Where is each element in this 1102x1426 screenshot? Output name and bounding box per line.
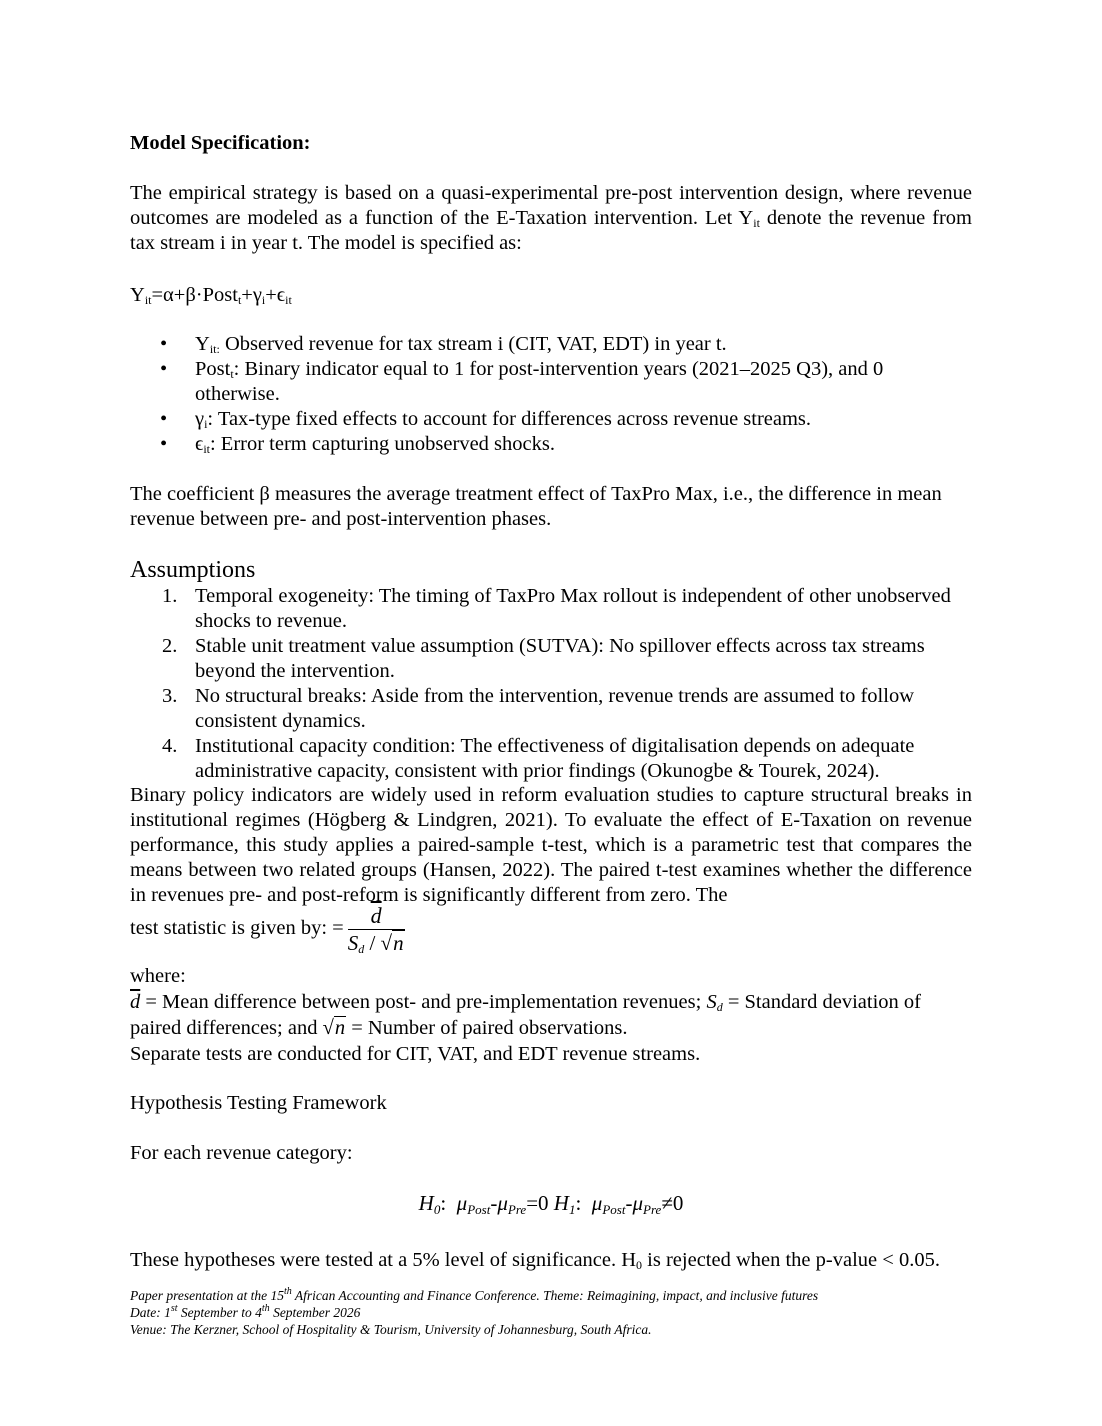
conclusion-b: is rejected when the p-value < 0.05. xyxy=(642,1249,940,1271)
item-text: Stable unit treatment value assumption (SUTVA): No spillover effects across tax streams beyond the intervention. xyxy=(195,635,925,682)
ttest-paragraph: Binary policy indicators are widely used in reform evaluation studies to capture structural breaks in institutional regimes (Högberg & Lindgren, 2021). To evaluate the effect of E-Taxation on revenue performance, this study applies a paired-sample t-test, which is a parametric test that compares the means between two related groups (Hansen, 2022). The paired t-test examines whether the difference in revenues pre- and post-reform is significantly different from zero. The xyxy=(130,784,972,906)
page-footer xyxy=(130,1287,972,1338)
minus-sign: - xyxy=(625,1191,633,1215)
variable-definition-list xyxy=(130,332,972,457)
bullet-sub: t xyxy=(230,367,234,381)
bullet-icon: • xyxy=(160,333,168,355)
list-item xyxy=(130,634,972,684)
def-d-symbol: $\overline{d}$ xyxy=(130,991,141,1013)
bullet-icon: • xyxy=(160,433,168,455)
footer-line-3: Venue: The Kerzner, School of Hospitality & Tourism, University of Johannesburg, South Africa. xyxy=(130,1322,652,1337)
footer-text: Paper presentation at the 15 xyxy=(130,1288,284,1303)
frac-slash: / xyxy=(364,931,381,955)
where-label: where: xyxy=(130,965,186,987)
frac-den-s: S xyxy=(347,931,359,955)
h0-symbol: H xyxy=(418,1191,434,1215)
list-item xyxy=(130,357,972,407)
eq-mid: =α+β·Post xyxy=(151,284,238,306)
item-number: 1. xyxy=(162,585,178,607)
list-item xyxy=(130,407,972,432)
model-spec-heading: Model Specification: xyxy=(130,132,311,154)
intro-text-a: The empirical strategy is based on a quasi-experimental pre-post intervention design, where revenue outcomes are modeled as a function of the E-Taxation intervention. Let Y xyxy=(130,182,972,229)
test-statistic-line xyxy=(130,904,972,955)
stat-prefix: test statistic is given by: = xyxy=(130,917,344,940)
eq-gamma-sub: i xyxy=(261,293,266,307)
mu-post-symbol: μ xyxy=(591,1191,603,1215)
def-s-symbol: S xyxy=(706,991,717,1013)
eq-post-sub: t xyxy=(237,293,242,307)
h1-colon: : xyxy=(575,1191,582,1215)
item-text: Institutional capacity condition: The effectiveness of digitalisation depends on adequate administrative capacity, consistent with prior findings (Okunogbe & Tourek, 2024). xyxy=(195,735,915,782)
item-number: 4. xyxy=(162,735,178,757)
eq-y-sub: it xyxy=(144,293,152,307)
minus-sign: - xyxy=(490,1191,498,1215)
eq-epsilon: +ϵ xyxy=(265,284,286,306)
list-item xyxy=(130,584,972,634)
bullet-text: : Tax-type fixed effects to account for differences across revenue streams. xyxy=(207,408,812,430)
h1-symbol: H xyxy=(553,1191,569,1215)
h1-sub: 1 xyxy=(568,1202,576,1217)
footer-sup: th xyxy=(261,1303,270,1314)
bullet-icon: • xyxy=(160,408,168,430)
separate-tests-text: Separate tests are conducted for CIT, VAT, and EDT revenue streams. xyxy=(130,1043,701,1065)
coefficient-paragraph: The coefficient β measures the average treatment effect of TaxPro Max, i.e., the difference in mean revenue between pre- and post-intervention phases. xyxy=(130,483,942,530)
eq-gamma: +γ xyxy=(241,284,262,306)
footer-text: September to 4 xyxy=(177,1305,262,1320)
eq-epsilon-sub: it xyxy=(285,293,292,307)
bullet-sub: it xyxy=(203,442,210,456)
item-number: 2. xyxy=(162,635,178,657)
not-equals-zero: ≠0 xyxy=(661,1191,684,1215)
sqrt-symbol: √n xyxy=(322,1017,346,1039)
intro-text-b: denote the revenue from tax stream i in year t. The model is specified as: xyxy=(130,207,972,254)
footer-text: September 2026 xyxy=(269,1305,361,1320)
item-text: No structural breaks: Aside from the intervention, revenue trends are assumed to follow consistent dynamics. xyxy=(195,685,915,732)
hypothesis-equation xyxy=(130,1191,972,1216)
def-line2-a: paired differences; and xyxy=(130,1017,323,1039)
t-statistic-fraction xyxy=(348,904,405,955)
mu-pre-sub: Pre xyxy=(507,1202,527,1217)
footer-sup: th xyxy=(283,1286,292,1297)
footer-text: African Accounting and Finance Conference. Theme: Reimagining, impact, and inclusive futures xyxy=(291,1288,819,1303)
bullet-sub: i xyxy=(204,417,208,431)
definitions-line-1 xyxy=(130,990,972,1015)
list-item xyxy=(130,432,972,457)
hypothesis-heading: Hypothesis Testing Framework xyxy=(130,1092,387,1114)
model-equation xyxy=(130,283,972,308)
assumptions-list xyxy=(130,584,972,784)
bullet-text: : Error term capturing unobserved shocks. xyxy=(209,433,555,455)
bullet-symbol: γ xyxy=(195,408,205,430)
frac-den-n: n xyxy=(393,931,404,955)
bullet-symbol: ϵ xyxy=(195,433,204,455)
bullet-symbol: Y xyxy=(195,333,210,355)
def-s-sub: d xyxy=(716,1000,723,1014)
footer-line-1 xyxy=(130,1287,972,1304)
bullet-text: Observed revenue for tax stream i (CIT, VAT, EDT) in year t. xyxy=(219,333,727,355)
mu-post-symbol: μ xyxy=(456,1191,468,1215)
list-item xyxy=(130,684,972,734)
footer-text: Date: 1 xyxy=(130,1305,171,1320)
hypothesis-lead: For each revenue category: xyxy=(130,1142,353,1164)
conclusion-text xyxy=(130,1248,972,1273)
mu-pre-symbol: μ xyxy=(497,1191,508,1215)
equals-zero: =0 xyxy=(526,1191,549,1215)
bullet-symbol: Post xyxy=(195,358,231,380)
footer-line-2 xyxy=(130,1304,972,1321)
list-item xyxy=(130,734,972,784)
sqrt-symbol: √n xyxy=(380,931,404,955)
item-number: 3. xyxy=(162,685,178,707)
frac-den-sub: d xyxy=(358,942,365,956)
mu-post-sub: Post xyxy=(467,1202,491,1217)
assumptions-heading: Assumptions xyxy=(130,557,256,583)
mu-pre-sub: Pre xyxy=(643,1202,662,1217)
list-item xyxy=(130,332,972,357)
model-intro-paragraph xyxy=(130,181,972,256)
mu-post-sub: Post xyxy=(602,1202,626,1217)
def-d-text: = Mean difference between post- and pre-implementation revenues; xyxy=(140,991,707,1013)
bullet-sub: it: xyxy=(209,342,220,356)
definitions-line-2 xyxy=(130,1016,972,1041)
def-line2-b: = Number of paired observations. xyxy=(346,1017,628,1039)
h0-sub: 0 xyxy=(433,1202,441,1217)
bullet-text: : Binary indicator equal to 1 for post-intervention years (2021–2025 Q3), and 0 otherwise. xyxy=(195,358,884,405)
mu-pre-symbol: μ xyxy=(632,1191,644,1215)
conclusion-a: These hypotheses were tested at a 5% level of significance. H xyxy=(130,1249,637,1271)
def-s-text: = Standard deviation of xyxy=(722,991,921,1013)
intro-subscript: it xyxy=(753,216,760,230)
item-text: Temporal exogeneity: The timing of TaxPro Max rollout is independent of other unobserved shocks to revenue. xyxy=(195,585,951,632)
frac-numerator: $\overline{d}$ xyxy=(370,903,382,928)
eq-y: Y xyxy=(130,284,145,306)
h0-colon: : xyxy=(440,1191,447,1215)
def-n-symbol: n xyxy=(334,1017,346,1039)
conclusion-sub: 0 xyxy=(636,1258,643,1272)
footer-sup: st xyxy=(170,1303,178,1314)
bullet-icon: • xyxy=(160,358,168,380)
